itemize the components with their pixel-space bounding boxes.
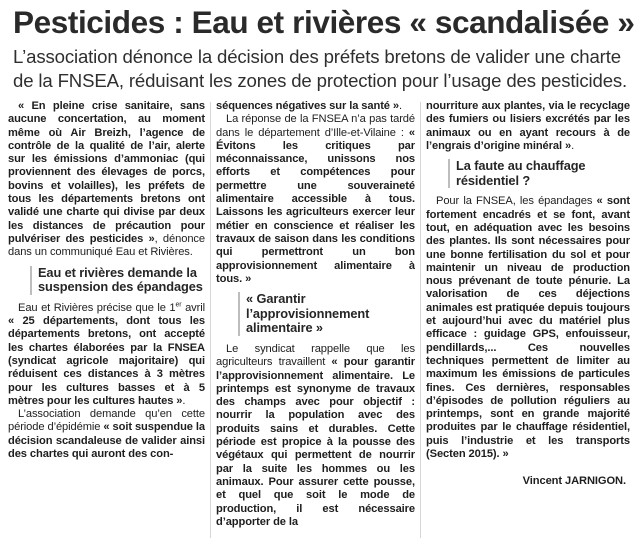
superscript: er bbox=[175, 301, 182, 309]
text: La réponse de la FNSEA n’a pas tardé dans le département d’Ille-et-Vilaine : bbox=[216, 113, 415, 139]
text: L’association demande qu’en cette période d’épidémie bbox=[8, 408, 205, 434]
column-3 bbox=[426, 100, 630, 540]
paragraph bbox=[216, 100, 415, 113]
text: Pour la FNSEA, les épandages bbox=[436, 195, 597, 208]
text: Eau et Rivières précise que le 1 bbox=[18, 301, 176, 314]
text: . bbox=[182, 394, 186, 407]
standfirst-line: L’association dénonce la décision des préfets bretons de valider une charte bbox=[13, 46, 621, 67]
paragraph bbox=[426, 100, 630, 153]
quote: « sont fortement encadrés et se font, avant tout, en adéquation avec les besoins des plantes. Ils sont nécessaires pour une bonne fertilisation du sol et pour maintenir un niveau de production nous prévenant de toute pénurie. La valorisation de ces déjections animales est pratiquée depuis toujours et aujourd’hui avec du matériel plus efficace : guidage GPS, enfouisseur, pendillards,... Ces nouvelles techniques permettent de limiter au maximum les émissions de particules fines. Ces dernières, responsables d’épisodes de pollution réguliers au printemps, sont en grande majorité produites par le chauffage résidentiel, puis l’industrie et les transports (Secten 2015). » bbox=[426, 195, 630, 461]
text: . bbox=[399, 100, 402, 112]
paragraph bbox=[8, 100, 205, 260]
headline: Pesticides : Eau et rivières « scandalisée » bbox=[13, 4, 635, 40]
quote: nourriture aux plantes, via le recyclage des fumiers ou lisiers excrétés par les animaux ou en ayant recours à de l’engrais d’origine minéral » bbox=[426, 100, 630, 152]
text: , dénonce dans un communiqué Eau et Rivières. bbox=[8, 232, 205, 259]
quote: « pour garantir l’approvisionnement alimentaire. Le printemps est synonyme de travaux des champs avec pour objectif : nourrir la population avec des produits sains et durables. Cette période est propice à la pousse des végétaux qui permettent de nourrir par la suite les hommes ou les animaux. Pour assurer cette pousse, et quel que soit le mode de production, il est nécessaire d’apporter de la bbox=[216, 356, 415, 528]
paragraph bbox=[8, 302, 205, 408]
subheading: Eau et rivières demande la suspension des épandages bbox=[30, 266, 205, 295]
standfirst-line: de la FNSEA, réduisant les zones de protection pour l’usage des pesticides. bbox=[13, 69, 628, 91]
text: . bbox=[571, 139, 575, 152]
quote: séquences négatives sur la santé » bbox=[216, 100, 399, 112]
paragraph bbox=[8, 408, 205, 461]
text: Le syndicat rappelle que les agriculteurs travaillent bbox=[216, 342, 415, 369]
quote: « En pleine crise sanitaire, sans aucune concertation, au moment même où Air Breizh, l’agence de contrôle de la qualité de l’air, alerte sur les émissions d’ammoniac (qui proviennent des élevages de porcs, bovins et volailles), les préfets de tous les départements bretons ont validé une charte qui divise par deux les distances de précaution pour pulvériser des pesticides » bbox=[8, 100, 205, 245]
column-2 bbox=[216, 100, 415, 540]
byline: Vincent JARNIGON. bbox=[522, 475, 626, 488]
subheading: « Garantir l’approvisionnement alimentaire » bbox=[238, 292, 415, 336]
paragraph bbox=[216, 113, 415, 286]
quote: « Évitons les critiques par méconnaissance, unissons nos efforts et compétences pour permettre une souveraineté alimentaire accessible à tous. Laissons les agriculteurs exercer leur métier en conscience et réaliser les travaux de saison dans les conditions qui permettront un bon approvisionnement alimentaire à tous. » bbox=[216, 126, 415, 285]
text: avril bbox=[181, 301, 205, 314]
standfirst bbox=[13, 45, 631, 92]
column-1 bbox=[8, 100, 205, 540]
subheading: La faute au chauffage résidentiel ? bbox=[448, 159, 630, 188]
paragraph bbox=[216, 343, 415, 529]
quote: « soit suspendue la décision scandaleuse de valider ainsi des chartes qui auront des con- bbox=[8, 421, 205, 461]
quote: « 25 départements, dont tous les départements bretons, ont accepté les chartes élaborées par la FNSEA (syndicat agricole majoritaire) qui réduisent ces distances à 3 mètres pour les cultures basses et à 5 mètres pour les cultures hautes » bbox=[8, 315, 205, 407]
paragraph bbox=[426, 195, 630, 461]
column-separator bbox=[420, 102, 421, 538]
column-separator bbox=[210, 102, 211, 538]
